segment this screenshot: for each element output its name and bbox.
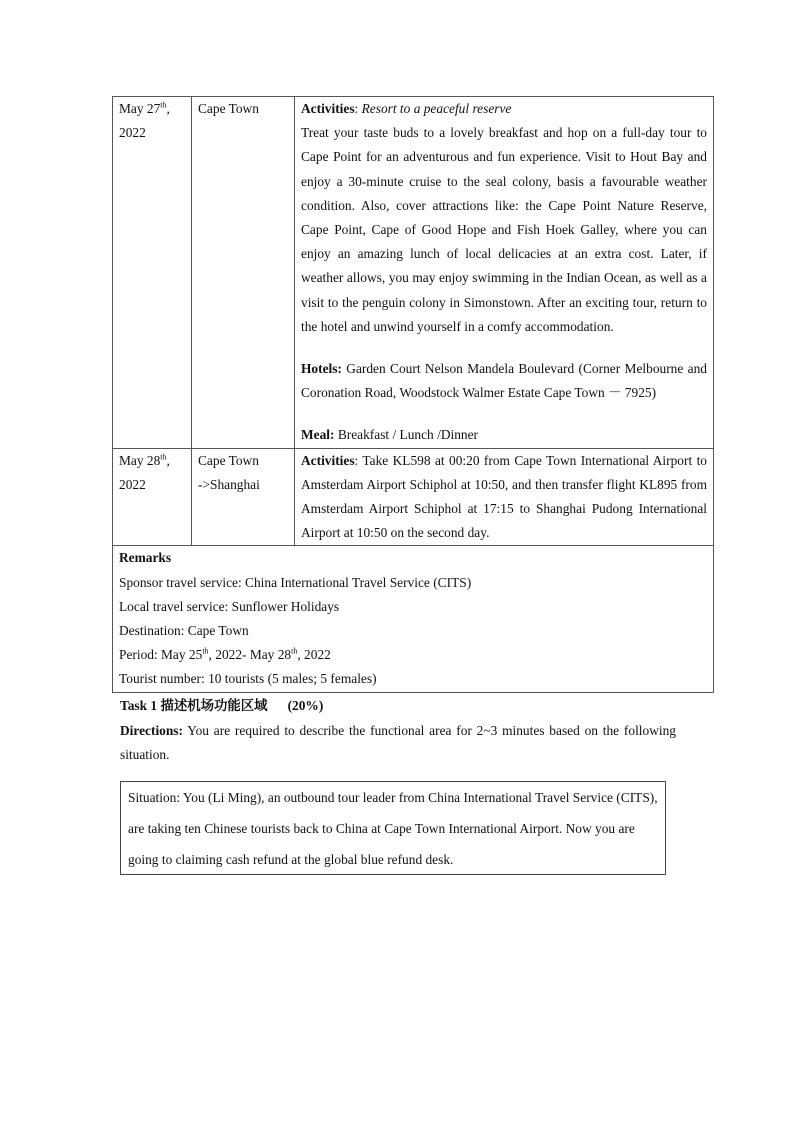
- place-cell: [192, 448, 295, 546]
- remarks-cell: [113, 546, 714, 692]
- period-start: Period: May 25: [119, 647, 203, 663]
- meal-label: Meal:: [301, 427, 335, 443]
- activities-text: : Take KL598 at 00:20 from Cape Town International Airport to Amsterdam Airport Schiphol at 10:50, and then transfer flight KL895 from Amsterdam Airport Schiphol at 17:15 to Shanghai Pudong International Airport at 10:50 on the second day.: [301, 452, 707, 541]
- situation-box: [120, 781, 666, 875]
- remarks-tourists: Tourist number: 10 tourists (5 males; 5 females): [119, 671, 377, 687]
- task-percent: (20%): [287, 698, 324, 713]
- place-cell: [192, 97, 295, 449]
- situation-text: Situation: You (Li Ming), an outbound tour leader from China International Travel Service (CITS), are taking ten Chinese tourists back to China at Cape Town International Airport. Now you are going to claiming cash refund at the global blue refund desk.: [128, 790, 658, 867]
- place-line-1: Cape Town: [198, 452, 259, 468]
- date-year: 2022: [119, 125, 146, 141]
- remarks-title: Remarks: [119, 550, 172, 566]
- activities-label: Activities: [301, 101, 355, 116]
- task-section: [120, 694, 676, 768]
- date-text: May 28: [119, 452, 161, 468]
- activities-label: Activities: [301, 452, 355, 468]
- remarks-sponsor: Sponsor travel service: China International Travel Service (CITS): [119, 574, 472, 590]
- activities-description: Treat your taste buds to a lovely breakfast and hop on a full-day tour to Cape Point for an adventurous and fun experience. Visit to Hout Bay and enjoy a 30-minute cruise to the seal colony, basis a favourable weather condition. Also, cover attractions like: the Cape Point Nature Reserve, Cape Point, Cape of Good Hope and Fish Hoek Galley, where you can enjoy an amazing lunch of local delicacies at an extra cost. Later, if weather allows, you may enjoy swimming in the Indian Ocean, as well as a visit to the penguin colony in Simonstown. After an exciting tour, return to the hotel and unwind yourself in a comfy accommodation.: [301, 125, 707, 334]
- itinerary-table: [112, 96, 714, 693]
- period-end: , 2022- May 28: [208, 647, 292, 663]
- date-suffix-sup: th: [160, 452, 167, 462]
- task-title-text: Task 1 描述机场功能区域: [120, 698, 268, 713]
- remarks-local: Local travel service: Sunflower Holidays: [119, 598, 340, 614]
- itinerary-row-may-27: [113, 97, 714, 449]
- task-directions: [120, 719, 676, 768]
- remarks-row: [113, 546, 714, 692]
- date-comma: ,: [166, 101, 170, 116]
- period-year: , 2022: [297, 647, 331, 663]
- hotels-line: [301, 357, 707, 405]
- hotels-text: Garden Court Nelson Mandela Boulevard (Corner Melbourne and Coronation Road, Woodstock Walmer Estate Cape Town － 7925): [301, 361, 707, 401]
- place-text: Cape Town: [198, 101, 259, 116]
- remarks-destination: Destination: Cape Town: [119, 623, 249, 639]
- directions-text: You are required to describe the functional area for 2~3 minutes based on the following situation.: [120, 722, 676, 763]
- date-suffix-sup: th: [160, 100, 167, 110]
- meal-text: Breakfast / Lunch /Dinner: [334, 427, 478, 443]
- activities-cell: [295, 448, 714, 546]
- period-end-sup: th: [291, 646, 298, 656]
- activities-cell: [295, 97, 714, 449]
- directions-label: Directions:: [120, 722, 183, 738]
- itinerary-row-may-28: [113, 448, 714, 546]
- date-comma: ,: [166, 452, 170, 468]
- date-cell: [113, 97, 192, 449]
- activities-separator: :: [354, 101, 362, 116]
- hotels-label: Hotels:: [301, 361, 342, 377]
- date-text: May 27: [119, 101, 161, 116]
- meal-line: [301, 423, 707, 447]
- date-cell: [113, 448, 192, 546]
- place-line-2: ->Shanghai: [198, 476, 260, 492]
- period-start-sup: th: [202, 646, 209, 656]
- date-year: 2022: [119, 476, 146, 492]
- task-title: [120, 694, 676, 719]
- activities-heading: [301, 97, 707, 121]
- activities-title: Resort to a peaceful reserve: [361, 101, 512, 116]
- remarks-period: [119, 643, 707, 667]
